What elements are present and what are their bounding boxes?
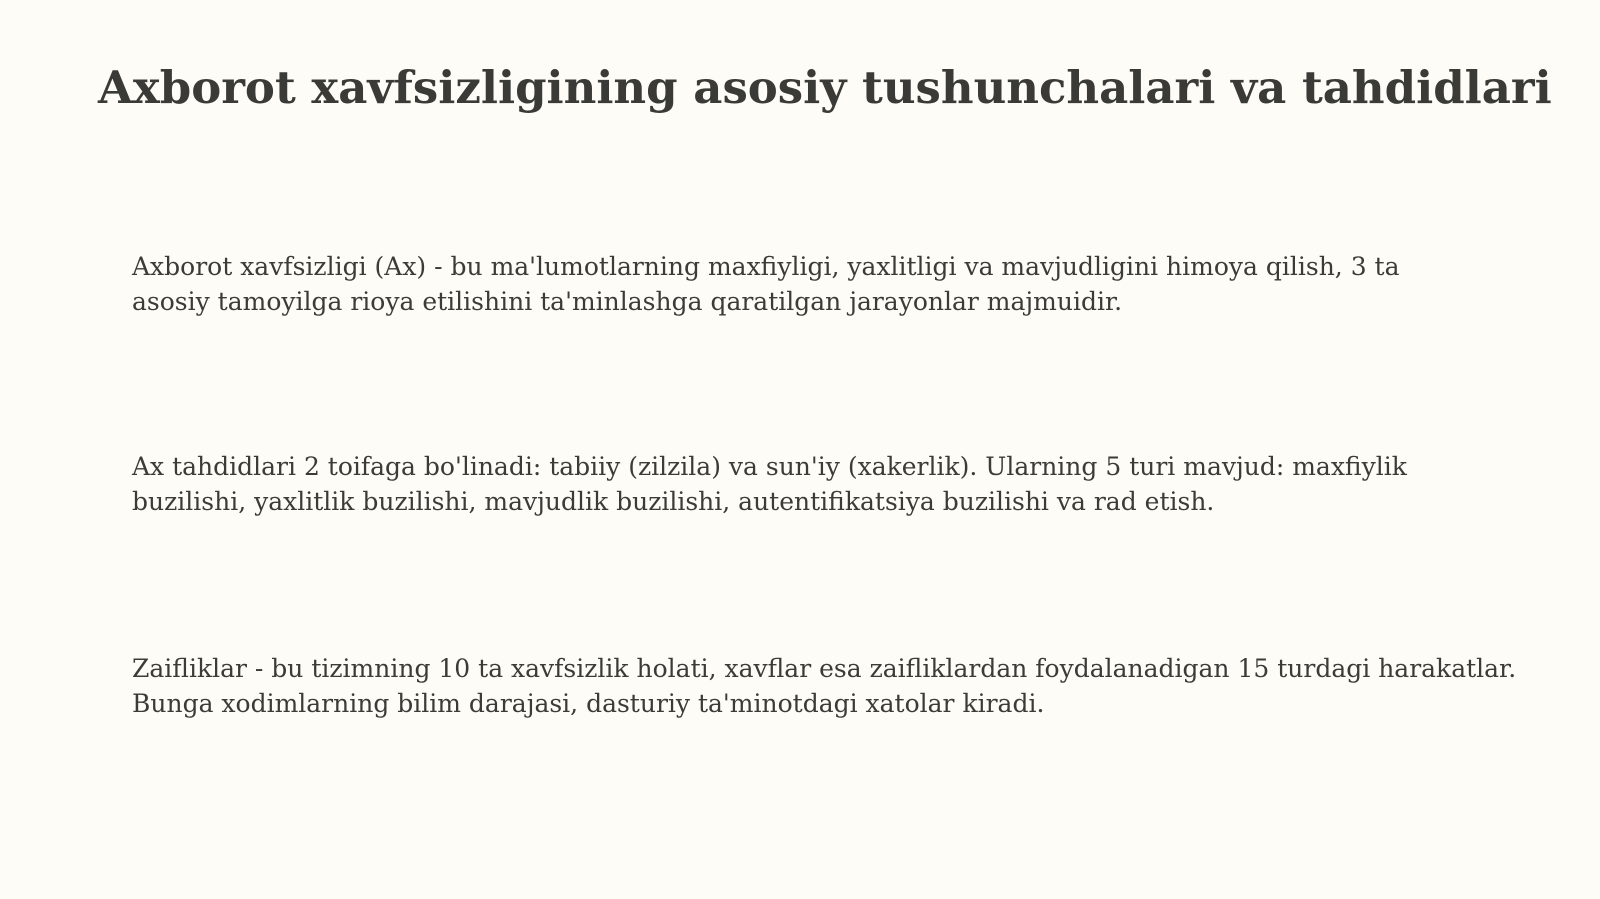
slide-title: Axborot xavfsizligining asosiy tushunchalari va tahdidlari xyxy=(98,61,1552,114)
paragraph-vulnerabilities: Zaifliklar - bu tizimning 10 ta xavfsizlik holati, xavflar esa zaifliklardan foydalanadigan 15 turdagi harakatlar. Bunga xodimlarning bilim darajasi, dasturiy ta'minotdagi xatolar kiradi. xyxy=(132,654,1517,718)
paragraph-definition: Axborot xavfsizligi (Ax) - bu ma'lumotlarning maxfiyligi, yaxlitligi va mavjudligini himoya qilish, 3 ta asosiy tamoyilga rioya etilishini ta'minlashga qaratilgan jarayonlar majmuidir. xyxy=(132,252,1400,316)
paragraph-threats: Ax tahdidlari 2 toifaga bo'linadi: tabiiy (zilzila) va sun'iy (xakerlik). Ularning 5 turi mavjud: maxfiylik buzilishi, yaxlitlik buzilishi, mavjudlik buzilishi, autentifikatsiya buzilishi va rad etish. xyxy=(132,452,1407,516)
